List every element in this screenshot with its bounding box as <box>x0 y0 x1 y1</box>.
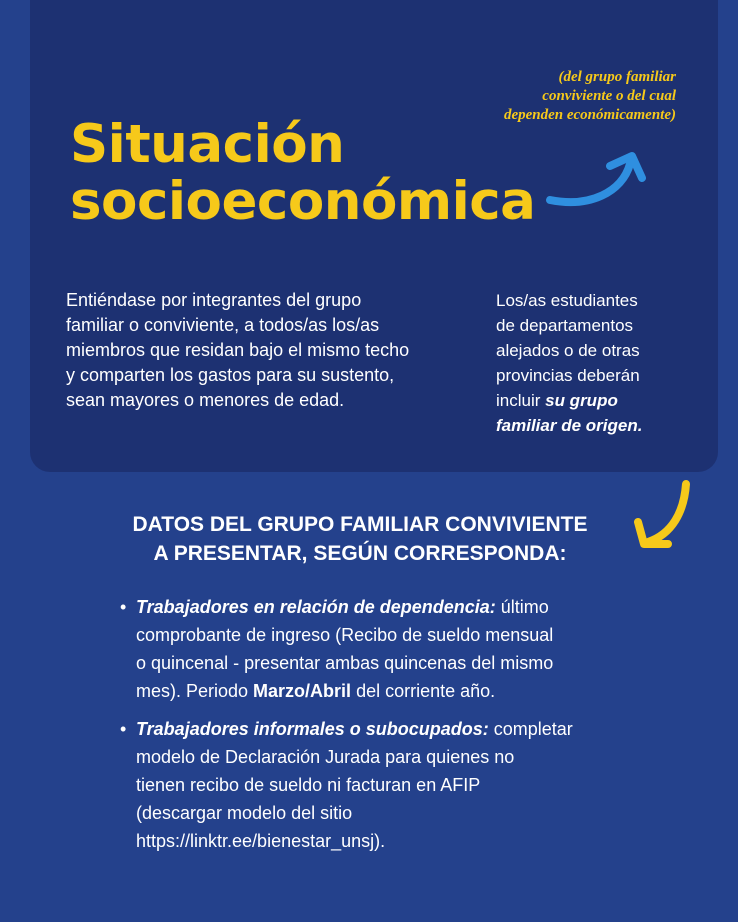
note-line: conviviente o del cual <box>542 88 676 104</box>
item-title: Trabajadores informales o subocupados: <box>136 719 489 739</box>
side-note-line: provincias deberán <box>496 366 640 385</box>
bullet-icon: • <box>120 719 127 739</box>
note-line: (del grupo familiar <box>558 69 676 85</box>
item-line: o quincenal - presentar ambas quincenas del mismo <box>136 653 554 673</box>
requirements-list <box>120 593 720 865</box>
side-note-line: de departamentos <box>496 316 634 335</box>
side-note-line <box>496 388 686 413</box>
title-line-2: socioeconómica <box>70 171 536 232</box>
item-title: Trabajadores en relación de dependencia: <box>136 597 496 617</box>
item-line: comprobante de ingreso (Recibo de sueldo mensual <box>136 625 554 645</box>
section-heading <box>60 510 660 568</box>
section-heading-line: DATOS DEL GRUPO FAMILIAR CONVIVIENTE <box>132 513 588 536</box>
side-note-line: alejados o de otras <box>496 341 640 360</box>
description-line: Entiéndase por integrantes del grupo <box>66 290 362 310</box>
note-line: dependen económicamente) <box>503 107 676 123</box>
description-line: sean mayores o menores de edad. <box>66 390 345 410</box>
side-note-emphasis: su grupo <box>545 391 618 410</box>
side-note-emphasis-line: familiar de origen. <box>496 416 643 435</box>
side-note <box>496 288 686 438</box>
item-line <box>136 677 720 705</box>
bullet-icon: • <box>120 597 127 617</box>
item-line: tienen recibo de sueldo ni facturan en AFIP <box>136 775 481 795</box>
description-line: y comparten los gastos para su sustento, <box>66 365 395 385</box>
item-line <box>136 715 720 743</box>
list-item <box>120 715 720 855</box>
side-note-plain: incluir <box>496 391 546 410</box>
curved-arrow-icon <box>544 148 654 212</box>
description-line: familiar o conviviente, a todos/as los/as <box>66 315 380 335</box>
side-note-line: Los/as estudiantes <box>496 291 638 310</box>
title-line-1: Situación <box>70 114 345 175</box>
page-title <box>70 116 535 230</box>
item-line: modelo de Declaración Jurada para quienes no <box>136 747 515 767</box>
item-text: mes). Periodo <box>136 681 254 701</box>
item-text: último <box>495 597 549 617</box>
item-line: (descargar modelo del sitio <box>136 803 353 823</box>
list-item <box>120 593 720 705</box>
download-link[interactable]: https://linktr.ee/bienestar_unsj). <box>136 831 386 851</box>
item-period: Marzo/Abril <box>253 681 352 701</box>
description-text <box>66 288 466 413</box>
item-text: completar <box>488 719 573 739</box>
item-line <box>136 593 720 621</box>
section-heading-line: A PRESENTAR, SEGÚN CORRESPONDA: <box>153 542 567 565</box>
item-text: del corriente año. <box>351 681 496 701</box>
description-line: miembros que residan bajo el mismo techo <box>66 340 410 360</box>
